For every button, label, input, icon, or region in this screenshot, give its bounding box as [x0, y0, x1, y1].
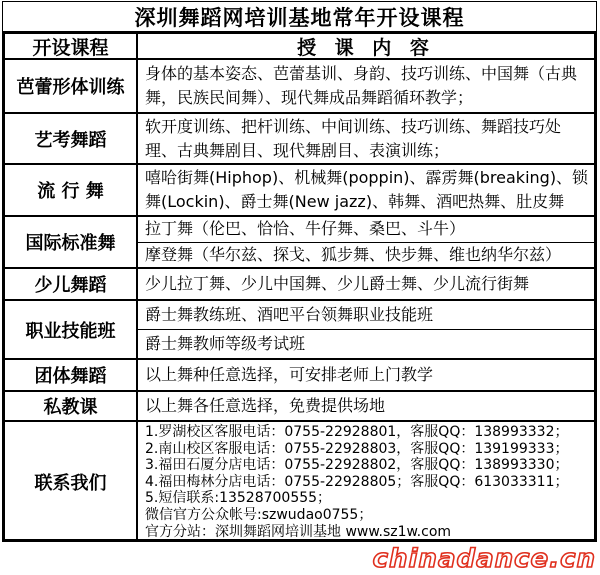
course-content: 爵士舞教师等级考试班	[145, 334, 306, 353]
contact-line-luohu: 1.罗湖校区客服电话：0755-22928801，客服QQ：138993332；	[145, 424, 569, 440]
table-row-ballet	[5, 60, 594, 114]
sub-row-modern	[138, 243, 594, 268]
table-row-children	[5, 269, 594, 301]
course-name: 团体舞蹈	[5, 360, 138, 390]
contact-line-futian-shixia: 3.福田石厦分店电话：0755-22928802，客服QQ：138993330；	[145, 457, 569, 474]
course-content: 以上舞各任意选择，免费提供场地	[145, 396, 386, 415]
course-content: 摩登舞（华尔兹、探戈、狐步舞、快步舞、维也纳华尔兹）	[145, 244, 562, 264]
course-name: 国际标准舞	[5, 217, 138, 267]
sub-row-latin	[138, 217, 594, 243]
contact-line-wechat: 微信官方公众帐号:szwudao0755；	[145, 506, 373, 523]
page-title: 深圳舞蹈网培训基地常年开设课程	[2, 1, 597, 31]
course-content: 拉丁舞（伦巴、恰恰、牛仔舞、桑巴、斗牛）	[145, 219, 466, 239]
course-content: 嘻哈街舞(Hiphop)、机械舞(poppin)、霹雳舞(breaking)、锁舞(Lockin)、爵士舞(New jazz)、韩舞、酒吧热舞、肚皮舞	[145, 168, 589, 211]
course-content: 爵士舞教练班、酒吧平台领舞职业技能班	[145, 305, 434, 324]
table-row-private	[5, 392, 594, 422]
contact-line-futian-meilin: 4.福田梅林分店电话：0755-22928805；客服QQ：613033311；	[145, 473, 569, 490]
course-content: 少儿拉丁舞、少儿中国舞、少儿爵士舞、少儿流行街舞	[145, 274, 530, 293]
course-name: 流 行 舞	[5, 165, 138, 215]
course-name: 联系我们	[5, 422, 138, 542]
course-name: 私教课	[5, 392, 138, 420]
course-content: 身体的基本姿态、芭蕾基训、身韵、技巧训练、中国舞（古典舞，民族民间舞）、现代舞成品舞蹈循环教学；	[145, 64, 578, 107]
course-name: 艺考舞蹈	[5, 114, 138, 163]
contact-line-nanshan: 2.南山校区客服电话：0755-22928803，客服QQ：139199333；	[145, 440, 569, 457]
course-name: 职业技能班	[5, 301, 138, 358]
table-row-art-exam	[5, 114, 594, 165]
sub-row-teacher-exam	[138, 330, 594, 358]
table-row-vocational	[5, 301, 594, 360]
table-row-ballroom	[5, 217, 594, 269]
column-header-content: 授 课 内 容	[297, 36, 435, 59]
course-content: 软开度训练、把杆训练、中间训练、技巧训练、舞蹈技巧处理、古典舞剧目、现代舞剧目、表演训练；	[145, 116, 562, 160]
contact-line-sms: 5.短信联系:13528700555；	[145, 490, 332, 507]
table-header-row	[5, 34, 594, 60]
course-table	[2, 31, 597, 542]
course-name: 芭蕾形体训练	[5, 60, 138, 112]
table-row-contact	[5, 422, 594, 542]
course-content: 以上舞种任意选择，可安排老师上门教学	[145, 365, 434, 384]
contact-line-website: 官方分站：深圳舞蹈网培训基地 www.sz1w.com	[145, 523, 452, 540]
watermark-chinadance: chinadance.cn	[372, 544, 596, 574]
table-row-group	[5, 360, 594, 392]
column-header-course: 开设课程	[5, 34, 138, 58]
table-row-street-dance	[5, 165, 594, 217]
sub-row-coach-class	[138, 301, 594, 330]
course-name: 少儿舞蹈	[5, 269, 138, 299]
